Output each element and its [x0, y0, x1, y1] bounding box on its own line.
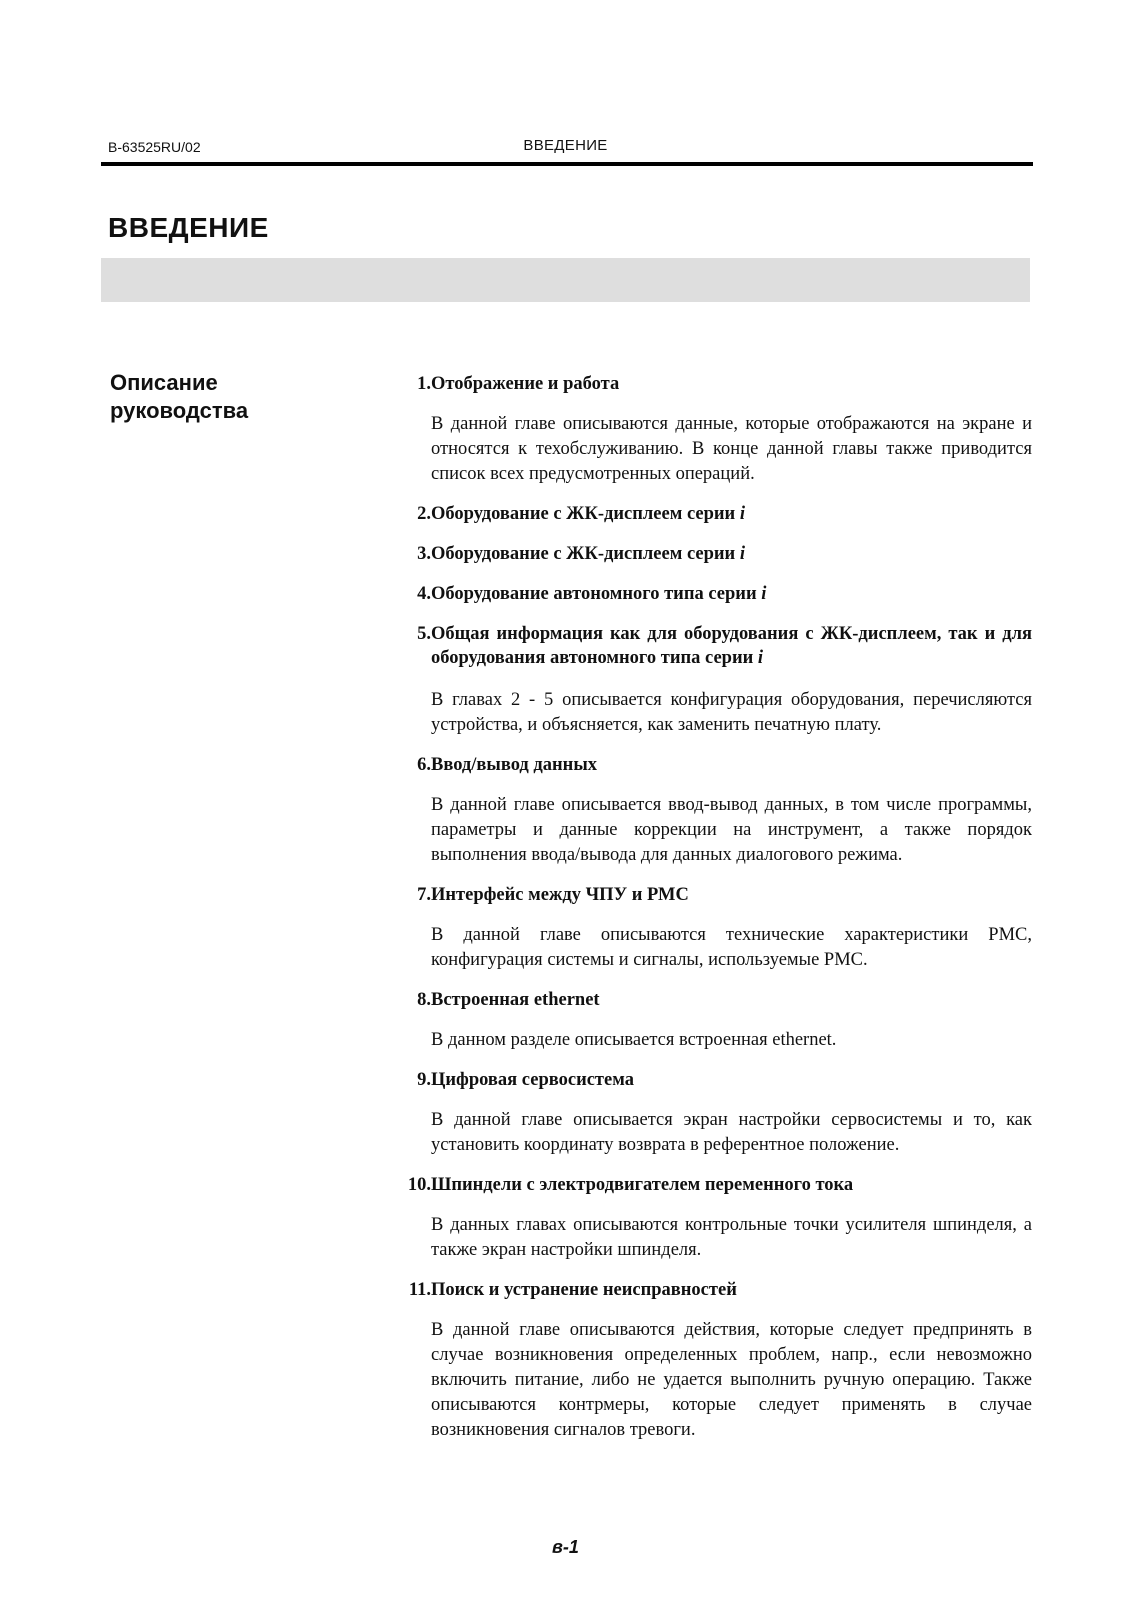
section-number: 8. [417, 990, 431, 1010]
section-number: 9. [417, 1070, 431, 1090]
section-body-9: В данной главе описывается экран настройки сервосистемы и то, как установить координату возврата в референтное положение. [431, 1110, 1032, 1155]
section-title-8 [402, 988, 1032, 1012]
section-body-10: В данных главах описываются контрольные точки усилителя шпинделя, а также экран настройки шпинделя. [431, 1215, 1032, 1260]
title-main: Оборудование автономного типа серии [431, 584, 762, 604]
section-number: 5. [417, 624, 431, 644]
section-title-9 [402, 1068, 1032, 1092]
section-body-5: В главах 2 - 5 описывается конфигурация оборудования, перечисляются устройства, и объясняется, как заменить печатную плату. [431, 690, 1032, 735]
section-title-7 [402, 883, 1032, 907]
side-heading-line-2: руководства [110, 398, 249, 423]
document-code: B-63525RU/02 [108, 139, 201, 155]
section-title-6 [402, 753, 1032, 777]
section-number: 2. [417, 504, 431, 524]
series-letter: i [761, 584, 767, 604]
page-title: ВВЕДЕНИЕ [108, 212, 269, 243]
series-letter: i [757, 648, 764, 668]
section-title-10 [402, 1173, 1032, 1197]
section-title-text [431, 502, 1032, 526]
section-body-7: В данной главе описываются технические характеристики PMC, конфигурация системы и сигналы, используемые PMC. [431, 925, 1032, 970]
section-title-4 [402, 582, 1032, 606]
section-body-1: В данной главе описываются данные, которые отображаются на экране и относятся к техобслуживанию. В конце данной главы также приводится список всех предусмотренных операций. [431, 414, 1032, 484]
series-letter: i [739, 504, 745, 524]
chapter-list [402, 372, 1032, 1458]
series-letter: i [739, 544, 745, 564]
section-title-text: Ввод/вывод данных [431, 755, 598, 775]
section-number: 1. [417, 374, 431, 394]
page-number: в-1 [552, 1537, 579, 1557]
header-rule [101, 162, 1033, 166]
section-body-8: В данном разделе описывается встроенная ethernet. [431, 1030, 837, 1050]
section-title-text [431, 542, 1032, 566]
running-header-title: ВВЕДЕНИЕ [523, 137, 608, 154]
section-number: 10. [407, 1175, 431, 1195]
section-title-text: Цифровая сервосистема [431, 1070, 634, 1090]
section-title-3 [402, 542, 1032, 566]
section-number: 3. [417, 544, 431, 564]
title-main: Оборудование с ЖК-дисплеем серии [431, 504, 740, 524]
section-title-text [431, 622, 1032, 670]
side-heading [110, 369, 370, 425]
section-title-text [431, 582, 1032, 606]
section-title-text: Шпиндели с электродвигателем переменного тока [431, 1175, 854, 1195]
section-number: 4. [417, 584, 431, 604]
title-band [101, 258, 1030, 302]
section-title-text: Встроенная ethernet [431, 990, 600, 1010]
title-main: Оборудование с ЖК-дисплеем серии [431, 544, 740, 564]
section-number: 6. [417, 755, 431, 775]
section-body-11: В данной главе описываются действия, которые следует предпринять в случае возникновения определенных проблем, напр., если невозможно включить питание, либо не удается выполнить ручную операцию. Также описываются контрмеры, которые следует применять в случае возникновения сигналов тревоги. [431, 1320, 1032, 1440]
title-main: Общая информация как для оборудования с ЖК-дисплеем, так и для оборудования автономного типа серии [431, 624, 1032, 668]
side-heading-line-1: Описание [110, 370, 218, 395]
section-title-5 [402, 622, 1032, 670]
section-title-text: Интерфейс между ЧПУ и РМС [431, 885, 689, 905]
section-number: 7. [417, 885, 431, 905]
section-title-text: Поиск и устранение неисправностей [431, 1280, 737, 1300]
section-title-text: Отображение и работа [431, 374, 620, 394]
section-body-6: В данной главе описывается ввод-вывод данных, в том числе программы, параметры и данные коррекции на инструмент, а также порядок выполнения ввода/вывода для данных диалогового режима. [431, 795, 1032, 865]
section-title-11 [402, 1278, 1032, 1302]
section-number: 11. [408, 1280, 431, 1300]
section-title-1 [402, 372, 1032, 396]
section-title-2 [402, 502, 1032, 526]
